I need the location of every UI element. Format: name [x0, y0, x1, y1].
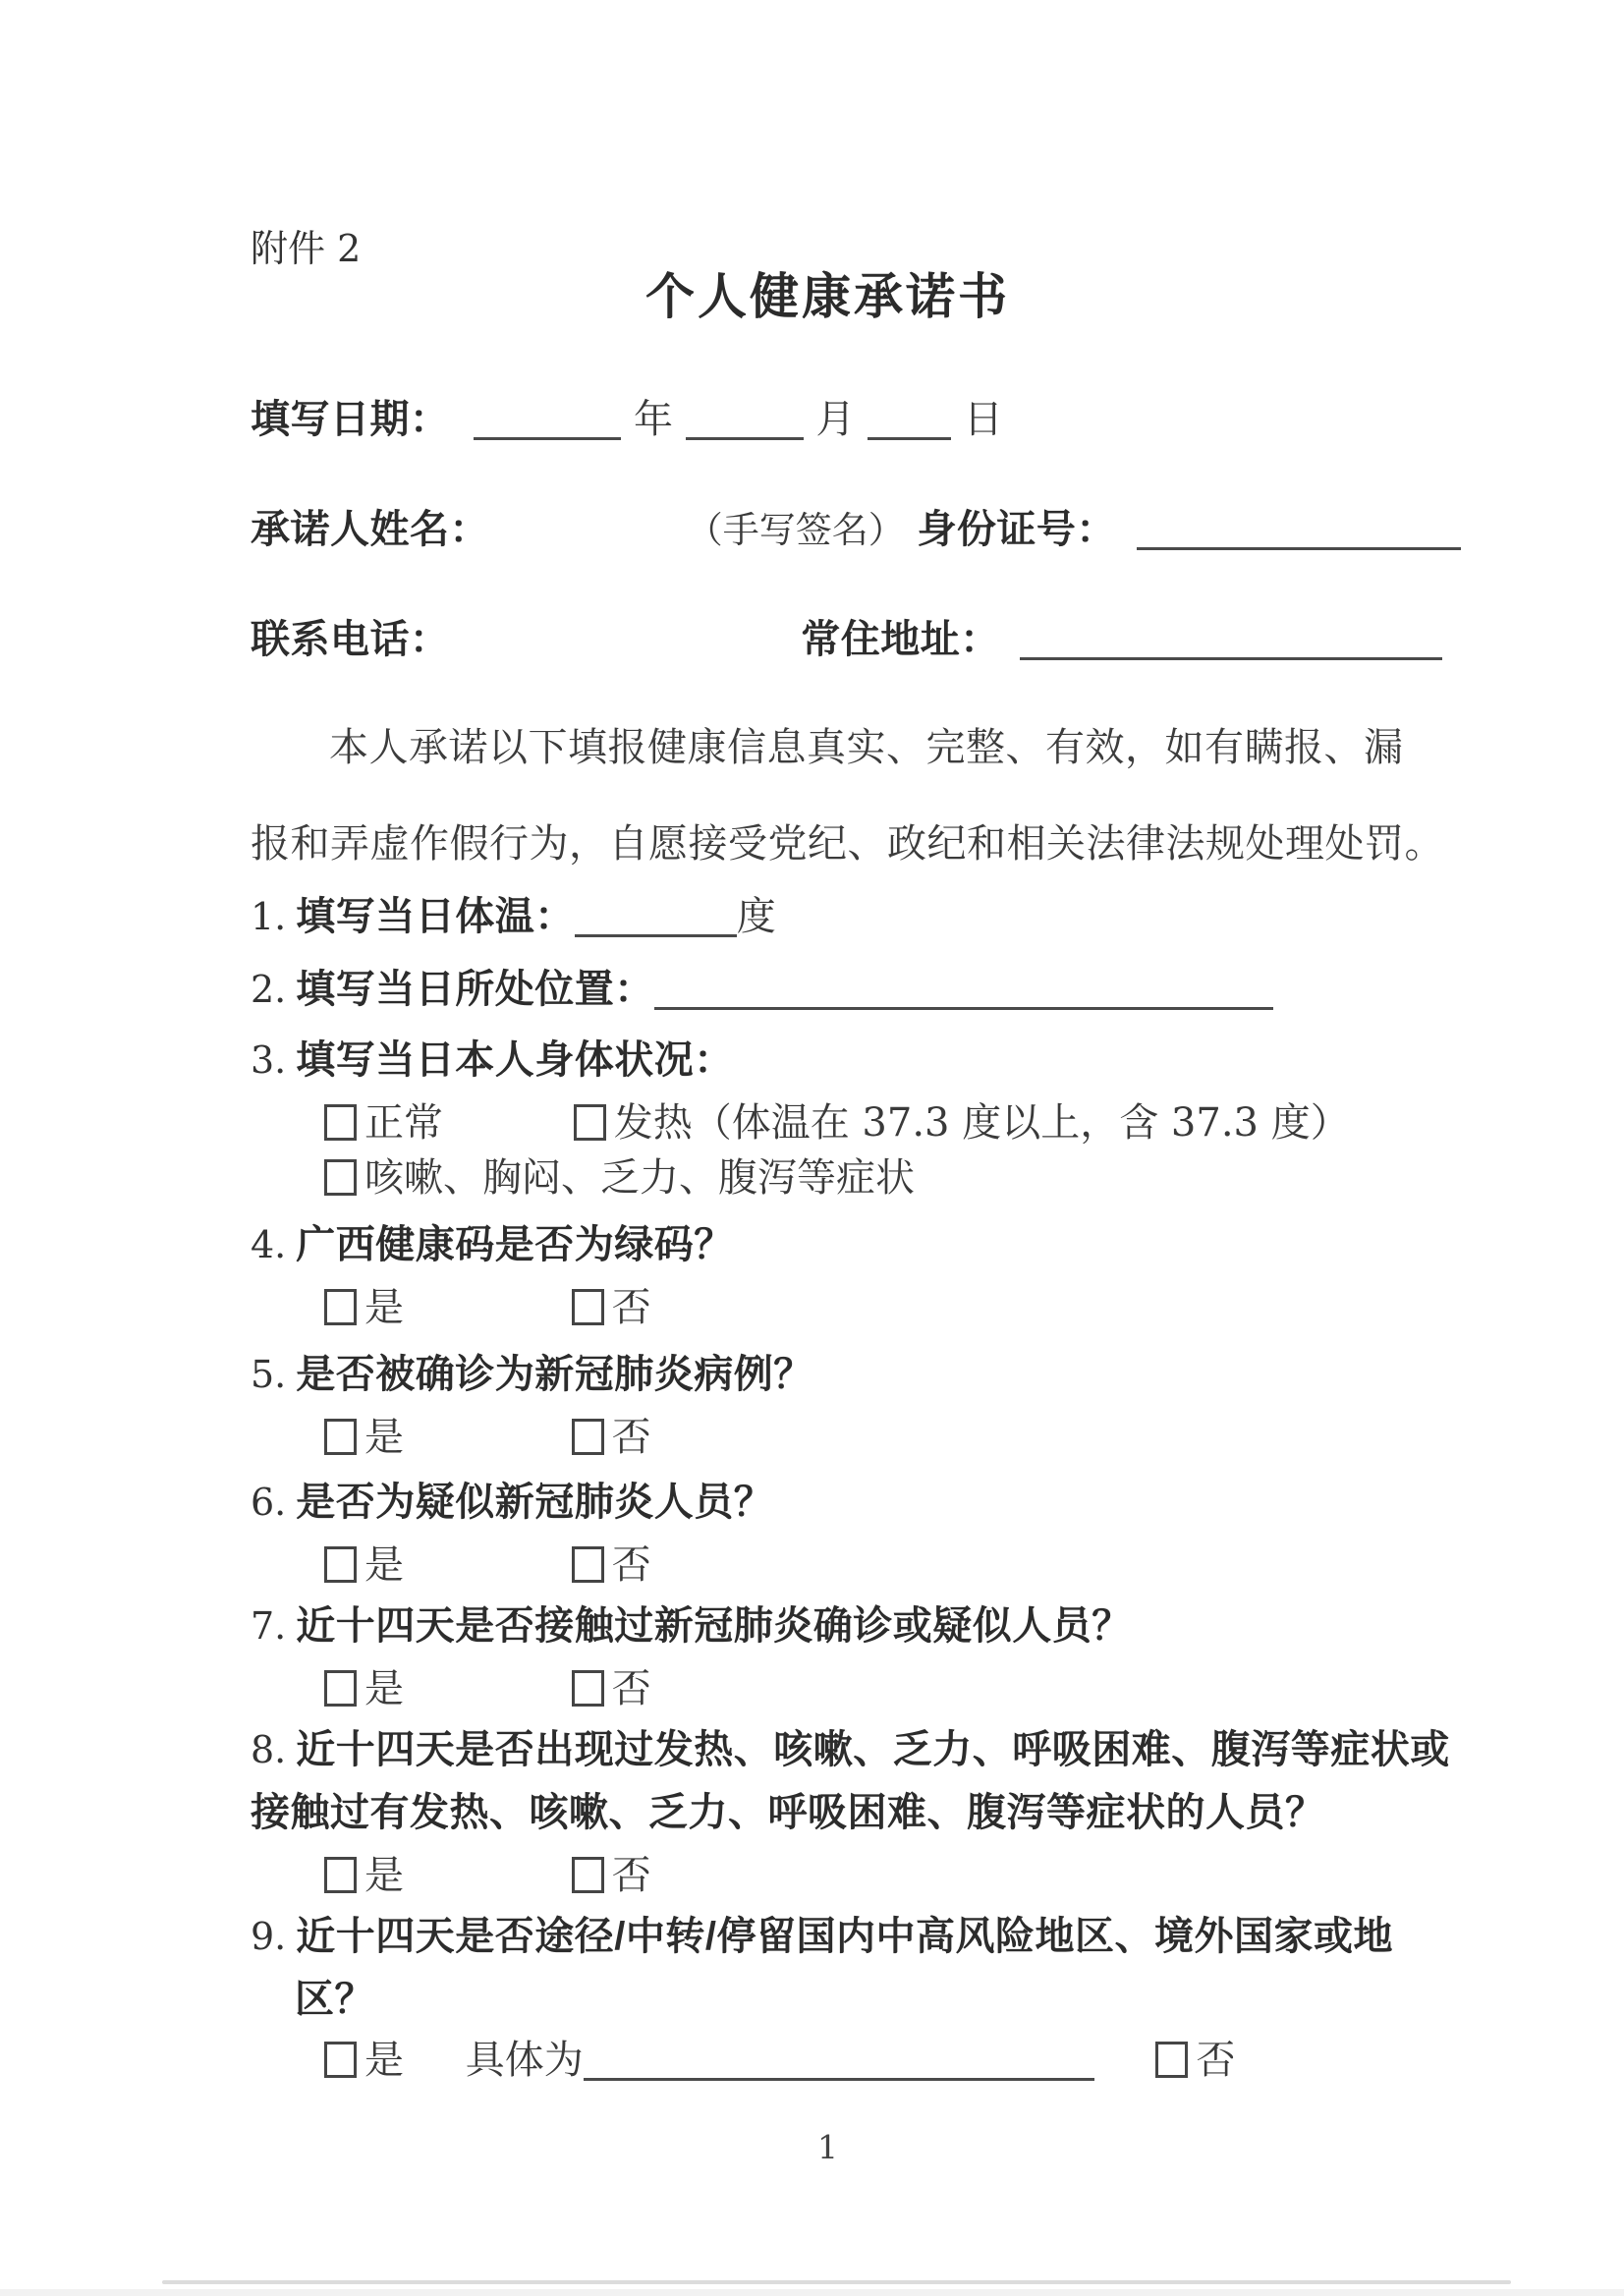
question-9-label-1: 近十四天是否途径/中转/停留国内中高风险地区、境外国家或地 — [296, 1915, 1393, 1958]
q8-no-checkbox[interactable] — [572, 1857, 604, 1893]
id-number-blank[interactable] — [1137, 506, 1461, 550]
question-1 — [251, 892, 776, 941]
question-9-line-2 — [295, 1975, 374, 2024]
question-5-answers — [324, 1413, 651, 1462]
address-label: 常住地址： — [801, 618, 1000, 661]
year-suffix: 年 — [633, 397, 673, 442]
page-number: 1 — [817, 2128, 838, 2166]
question-3-options-row-2 — [324, 1153, 915, 1203]
question-3-number: 3. — [251, 1038, 287, 1082]
fever-option-label: 发热（体温在 37.3 度以上，含 37.3 度） — [613, 1100, 1350, 1146]
question-6-answers — [324, 1540, 651, 1590]
question-4 — [251, 1220, 734, 1269]
specific-label: 具体为 — [465, 2038, 584, 2083]
q9-no-checkbox[interactable] — [1155, 2042, 1188, 2078]
pledge-line-1: 本人承诺以下填报健康信息真实、完整、有效，如有瞒报、漏 — [329, 725, 1404, 770]
day-blank[interactable] — [868, 396, 951, 440]
promiser-name-label: 承诺人姓名： — [251, 508, 489, 551]
question-8-label-1: 近十四天是否出现过发热、咳嗽、乏力、呼吸困难、腹泻等症状或 — [296, 1728, 1450, 1771]
question-1-label: 填写当日体温： — [296, 895, 575, 938]
month-blank[interactable] — [686, 396, 804, 440]
question-8-line-2 — [251, 1788, 1325, 1837]
q7-yes-checkbox[interactable] — [324, 1670, 357, 1707]
question-8-answers — [324, 1851, 651, 1900]
q4-no-checkbox[interactable] — [572, 1289, 604, 1325]
attachment-label: 附件 2 — [251, 227, 362, 270]
question-9-answers — [324, 2036, 1235, 2085]
question-8-line-1 — [251, 1725, 1450, 1774]
signature-note: （手写签名） — [686, 509, 905, 551]
q6-no-checkbox[interactable] — [572, 1546, 604, 1583]
q4-no-label: 否 — [611, 1285, 651, 1330]
question-3 — [251, 1036, 734, 1085]
pledge-line-2: 报和弄虚作假行为，自愿接受党纪、政纪和相关法律法规处理处罚。 — [251, 821, 1444, 867]
q5-no-label: 否 — [611, 1415, 651, 1460]
fever-checkbox[interactable] — [574, 1104, 606, 1141]
q7-yes-label: 是 — [364, 1666, 404, 1711]
q8-yes-label: 是 — [364, 1853, 404, 1898]
question-3-options-row-1 — [324, 1098, 1350, 1148]
specific-blank[interactable] — [584, 2037, 1094, 2081]
question-8-number: 8. — [251, 1728, 287, 1771]
q5-no-checkbox[interactable] — [572, 1419, 604, 1455]
question-5-label: 是否被确诊为新冠肺炎病例？ — [296, 1353, 813, 1396]
year-blank[interactable] — [474, 396, 621, 440]
symptoms-option-label: 咳嗽、胸闷、乏力、腹泻等症状 — [364, 1155, 915, 1201]
question-1-number: 1. — [251, 895, 287, 938]
question-2-label: 填写当日所处位置： — [296, 968, 654, 1011]
month-suffix: 月 — [815, 397, 856, 442]
question-2 — [251, 965, 1273, 1014]
q4-yes-checkbox[interactable] — [324, 1289, 357, 1325]
question-2-number: 2. — [251, 968, 287, 1011]
question-4-answers — [324, 1283, 651, 1332]
q8-yes-checkbox[interactable] — [324, 1857, 357, 1893]
q9-no-label: 否 — [1196, 2038, 1236, 2083]
question-6-label: 是否为疑似新冠肺炎人员？ — [296, 1481, 774, 1524]
question-6-number: 6. — [251, 1481, 287, 1524]
q6-yes-label: 是 — [364, 1542, 404, 1588]
scan-artifact-line — [162, 2280, 1511, 2284]
question-6 — [251, 1478, 773, 1527]
temperature-blank[interactable] — [575, 893, 737, 937]
q5-yes-checkbox[interactable] — [324, 1419, 357, 1455]
question-3-label: 填写当日本人身体状况： — [296, 1038, 734, 1082]
id-number-label: 身份证号： — [917, 508, 1116, 551]
address-blank[interactable] — [1020, 616, 1442, 660]
q7-no-label: 否 — [611, 1666, 651, 1711]
fill-date-label: 填写日期： — [251, 398, 450, 441]
q5-yes-label: 是 — [364, 1415, 404, 1460]
day-suffix: 日 — [963, 397, 1003, 442]
symptoms-checkbox[interactable] — [324, 1159, 357, 1196]
scan-edge-band — [0, 2289, 1624, 2296]
q4-yes-label: 是 — [364, 1285, 404, 1330]
question-8-label-2: 接触过有发热、咳嗽、乏力、呼吸困难、腹泻等症状的人员？ — [251, 1791, 1325, 1834]
question-5 — [251, 1350, 813, 1399]
location-blank[interactable] — [654, 966, 1273, 1010]
question-7-number: 7. — [251, 1604, 287, 1648]
question-4-label: 广西健康码是否为绿码？ — [296, 1223, 734, 1266]
fill-date-row — [251, 395, 1003, 444]
contact-phone-label: 联系电话： — [251, 618, 450, 661]
q9-yes-label: 是 — [364, 2038, 404, 2083]
question-7-answers — [324, 1664, 651, 1713]
question-4-number: 4. — [251, 1223, 287, 1266]
normal-checkbox[interactable] — [324, 1104, 357, 1141]
q9-yes-checkbox[interactable] — [324, 2042, 357, 2078]
question-7-label: 近十四天是否接触过新冠肺炎确诊或疑似人员？ — [296, 1604, 1132, 1648]
q8-no-label: 否 — [611, 1853, 651, 1898]
question-9-number: 9. — [251, 1915, 287, 1958]
question-7 — [251, 1601, 1132, 1651]
question-9-line-1 — [251, 1912, 1393, 1961]
contact-phone-row — [251, 615, 1442, 664]
degree-suffix: 度 — [736, 894, 776, 939]
page-title: 个人健康承诺书 — [645, 267, 1010, 325]
normal-option-label: 正常 — [364, 1100, 443, 1146]
question-5-number: 5. — [251, 1353, 287, 1396]
q6-yes-checkbox[interactable] — [324, 1546, 357, 1583]
promiser-name-row — [251, 505, 1461, 554]
q7-no-checkbox[interactable] — [572, 1670, 604, 1707]
q6-no-label: 否 — [611, 1542, 651, 1588]
question-9-label-2: 区？ — [295, 1978, 374, 2021]
